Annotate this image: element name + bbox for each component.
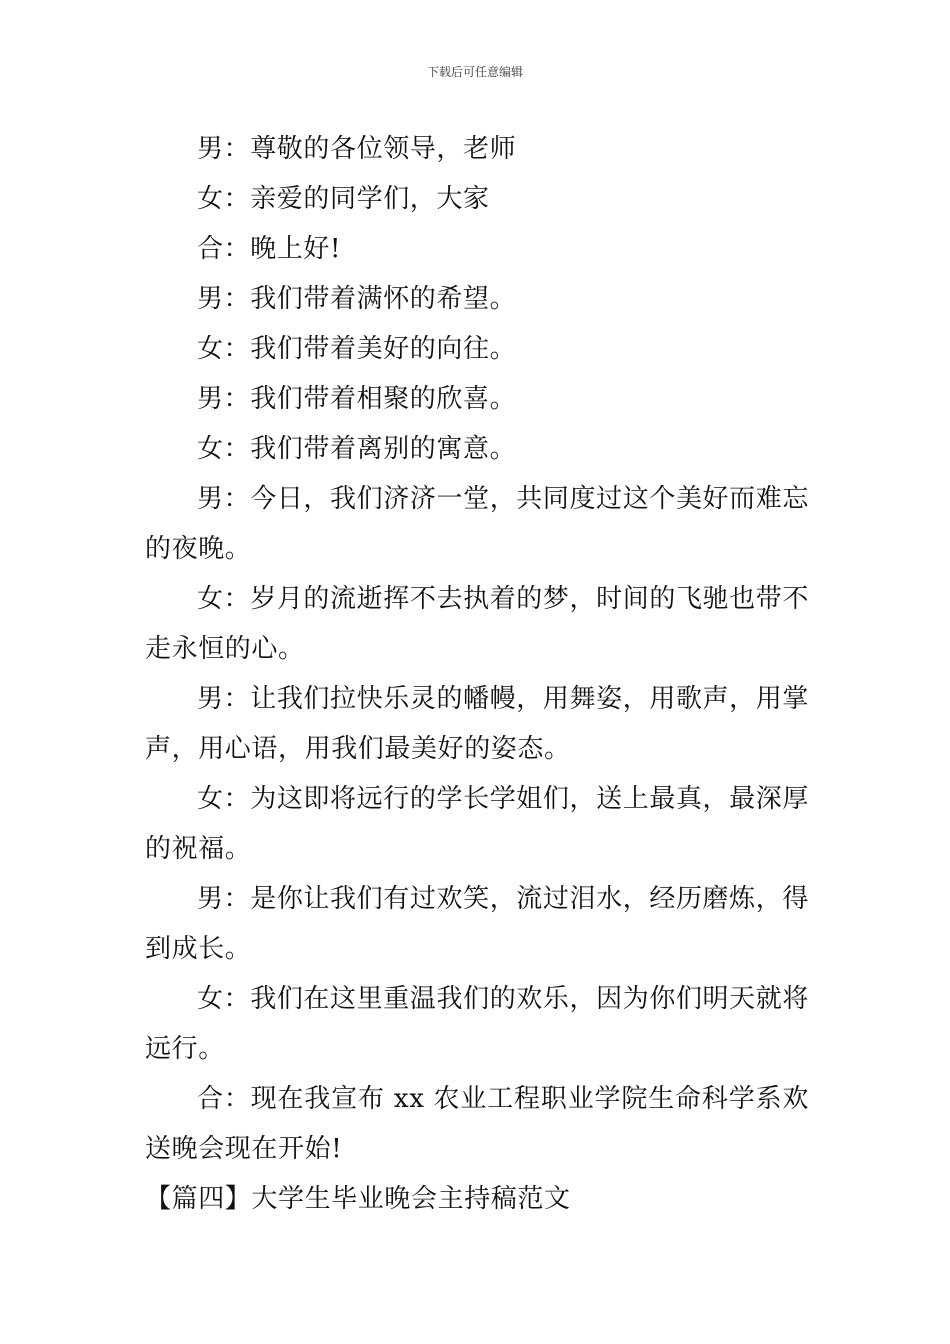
dialogue-line: 男：是你让我们有过欢笑，流过泪水，经历磨炼，得到成长。 <box>145 884 809 964</box>
dialogue-line: 合：晚上好! <box>197 234 342 264</box>
dialogue-line: 女：我们带着美好的向往。 <box>197 334 517 364</box>
dialogue-line: 男：今日，我们济济一堂，共同度过这个美好而难忘的夜晚。 <box>145 484 809 564</box>
dialogue-line: 女：岁月的流逝挥不去执着的梦，时间的飞驰也带不走永恒的心。 <box>145 584 809 664</box>
dialogue-line: 女：我们带着离别的寓意。 <box>197 434 517 464</box>
dialogue-line: 男：尊敬的各位领导，老师 <box>197 134 517 164</box>
document-body <box>145 124 809 1224</box>
dialogue-line: 男：让我们拉快乐灵的幡幔，用舞姿，用歌声，用掌声，用心语，用我们最美好的姿态。 <box>145 684 809 764</box>
dialogue-line: 男：我们带着满怀的希望。 <box>197 284 517 314</box>
dialogue-line: 女：亲爱的同学们，大家 <box>197 184 490 214</box>
dialogue-line: 女：为这即将远行的学长学姐们，送上最真，最深厚的祝福。 <box>145 784 809 864</box>
page-header: 下载后可任意编辑 <box>426 65 523 79</box>
dialogue-line: 女：我们在这里重温我们的欢乐，因为你们明天就将远行。 <box>145 984 809 1064</box>
dialogue-line: 合：现在我宣布 xx 农业工程职业学院生命科学系欢送晚会现在开始! <box>145 1084 809 1164</box>
section-heading: 【篇四】大学生毕业晚会主持稿范文 <box>145 1184 571 1214</box>
dialogue-line: 男：我们带着相聚的欣喜。 <box>197 384 517 414</box>
